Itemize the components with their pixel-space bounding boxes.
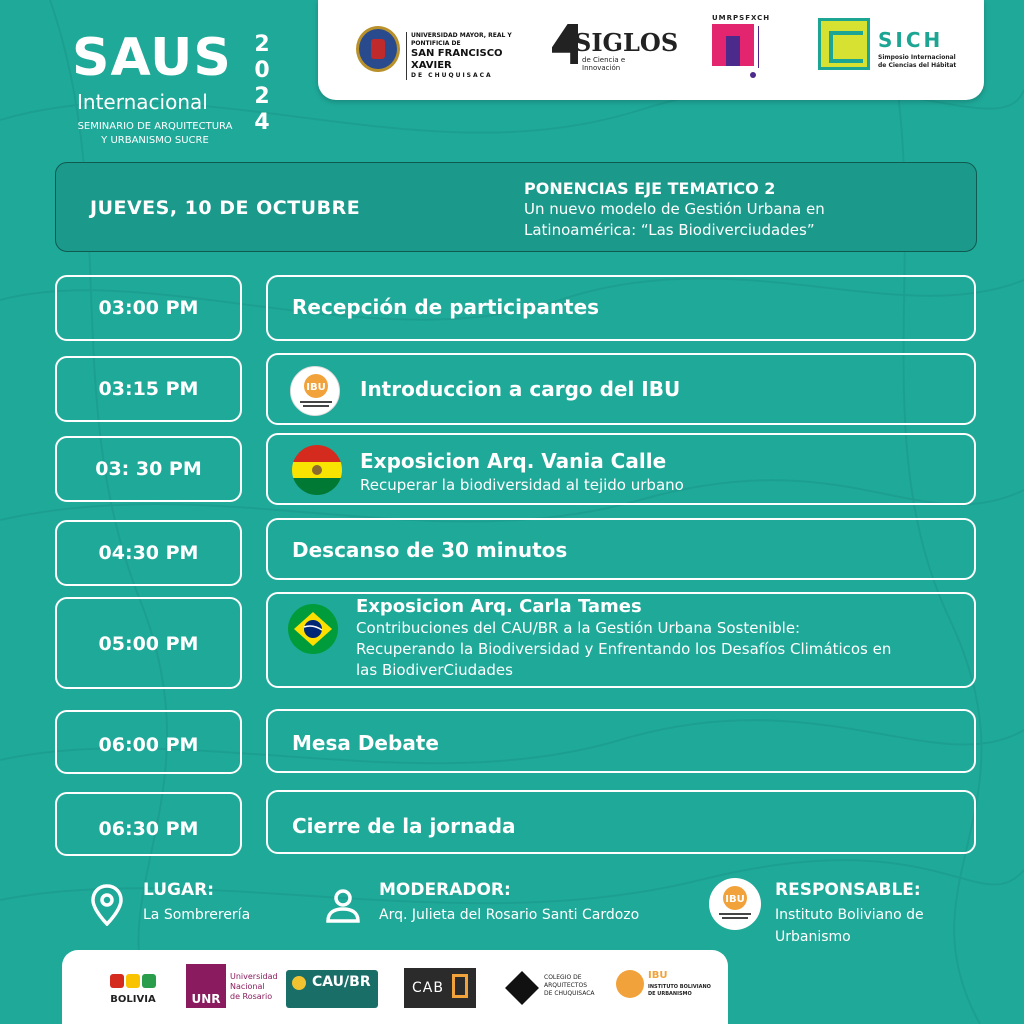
event-title: Descanso de 30 minutos — [292, 538, 568, 562]
ibu-bottom-abbr: IBU — [648, 970, 668, 981]
top-sponsor-bar — [318, 0, 984, 100]
moderador-info — [379, 880, 639, 926]
time-slot — [55, 275, 242, 341]
gov-mark-icon — [126, 974, 140, 988]
year-digit: 0 — [254, 58, 270, 83]
sich-logo — [818, 18, 958, 74]
umrpsfxch-text: UMRPSFXCH — [712, 14, 771, 22]
time-label: 04:30 PM — [98, 542, 199, 564]
colegio-text — [544, 974, 595, 998]
ibu-logo-icon — [709, 878, 761, 930]
university-seal-icon — [356, 26, 400, 72]
caubr-logo — [286, 970, 378, 1008]
sich-description — [878, 54, 968, 70]
event-title: Cierre de la jornada — [292, 814, 516, 838]
usfx-line2: SAN FRANCISCO XAVIER — [411, 48, 503, 71]
brand-description-line: Y URBANISMO SUCRE — [101, 135, 209, 146]
event-subtitle-line: Recuperando la Biodiversidad y Enfrentando los Desafíos Climáticos en — [356, 640, 892, 658]
moderador-value: Arq. Julieta del Rosario Santi Cardozo — [379, 907, 640, 923]
theme-line: Latinoamérica: “Las Biodiverciudades” — [524, 221, 815, 239]
time-label: 05:00 PM — [98, 633, 199, 655]
siglos-tagline: de Ciencia e Innovación — [582, 56, 626, 72]
lugar-info — [143, 880, 250, 926]
event-subtitle — [356, 618, 891, 681]
unr-name-line: Universidad — [230, 972, 278, 981]
usfx-logo — [356, 26, 536, 79]
event-subtitle-line: Contribuciones del CAU/BR a la Gestión Urbana Sostenible: — [356, 619, 801, 637]
colegio-line: COLEGIO DE — [544, 974, 582, 981]
colegio-line: ARQUITECTOS — [544, 982, 587, 989]
time-slot — [55, 792, 242, 856]
cab-logo — [404, 968, 476, 1008]
event-card — [266, 275, 976, 341]
bottom-sponsor-bar — [62, 950, 728, 1024]
bolivia-text: BOLIVIA — [110, 994, 156, 1005]
cuatro-siglos-logo — [552, 24, 679, 72]
caubr-mark-icon — [292, 976, 306, 990]
ibu-logo-icon — [290, 366, 340, 416]
ibu-bottom-logo — [616, 970, 716, 1006]
bolivia-gov-logo — [108, 974, 158, 1008]
time-slot — [55, 436, 242, 502]
year-digit: 4 — [254, 110, 270, 135]
time-slot — [55, 356, 242, 422]
person-icon — [324, 888, 362, 924]
day-banner — [55, 162, 977, 252]
moderador-label: MODERADOR: — [379, 880, 511, 900]
time-label: 03:00 PM — [98, 297, 199, 319]
faculty-mark-icon — [712, 24, 754, 66]
brand-year — [250, 32, 274, 136]
event-subtitle: Recuperar la biodiversidad al tejido urbano — [360, 476, 684, 494]
event-card — [266, 790, 976, 854]
event-card — [266, 592, 976, 688]
year-digit: 2 — [254, 32, 270, 57]
caubr-text: CAU/BR — [312, 974, 371, 990]
usfx-line1: UNIVERSIDAD MAYOR, REAL Y PONTIFICIA DE — [411, 32, 512, 47]
unr-abbr: UNR — [186, 964, 226, 1008]
event-card — [266, 433, 976, 505]
brand-description-line: SEMINARIO DE ARQUITECTURA — [77, 121, 233, 132]
unr-logo — [186, 964, 286, 1008]
cab-mark-icon — [452, 974, 468, 998]
cab-text: CAB — [412, 980, 444, 996]
time-slot — [55, 597, 242, 689]
brazil-flag-icon — [288, 604, 338, 654]
responsable-value — [775, 904, 924, 948]
colegio-mark-icon — [505, 971, 539, 1005]
brand-subtitle: Internacional — [77, 90, 208, 114]
time-label: 06:00 PM — [98, 734, 199, 756]
time-slot — [55, 710, 242, 774]
sich-name: SICH — [878, 28, 944, 52]
bolivia-flag-icon — [292, 445, 342, 495]
event-title: Exposicion Arq. Vania Calle — [360, 449, 667, 473]
sich-line: Simposio Internacional — [878, 54, 956, 61]
time-label: 06:30 PM — [98, 818, 199, 840]
ibu-abbr: IBU — [725, 894, 745, 905]
usfx-line3: DE CHUQUISACA — [411, 72, 493, 79]
siglos-word: SIGLOS — [574, 28, 679, 57]
unr-name-line: de Rosario — [230, 992, 273, 1001]
time-label: 03:15 PM — [98, 378, 199, 400]
umrpsfxch-logo — [712, 14, 776, 84]
faculty-dot — [750, 72, 756, 78]
event-title: Mesa Debate — [292, 731, 439, 755]
gov-mark-icon — [110, 974, 124, 988]
event-card — [266, 709, 976, 773]
location-pin-icon — [90, 884, 124, 926]
theme-title: PONENCIAS EJE TEMATICO 2 — [524, 179, 776, 198]
time-label: 03: 30 PM — [95, 458, 202, 480]
time-slot — [55, 520, 242, 586]
colegio-arquitectos-logo — [510, 972, 620, 1006]
brand-title: SAUS — [72, 28, 232, 88]
faculty-divider — [758, 26, 766, 68]
event-subtitle-line: las BiodiverCiudades — [356, 661, 513, 679]
event-card — [266, 518, 976, 580]
event-title: Exposicion Arq. Carla Tames — [356, 596, 642, 617]
colegio-line: DE CHUQUISACA — [544, 990, 595, 997]
sich-line: de Ciencias del Hábitat — [878, 62, 957, 69]
brand-description — [60, 120, 250, 148]
ibu-abbr: IBU — [306, 382, 326, 393]
lugar-label: LUGAR: — [143, 880, 215, 900]
ibu-bottom-name: INSTITUTO BOLIVIANO DE URBANISMO — [648, 984, 711, 997]
sich-mark-icon — [818, 18, 870, 70]
event-title: Recepción de participantes — [292, 295, 600, 319]
gov-mark-icon — [142, 974, 156, 988]
unr-name-line: Nacional — [230, 982, 265, 991]
responsable-line: Instituto Boliviano de — [775, 907, 924, 923]
day-theme — [524, 179, 944, 241]
responsable-label: RESPONSABLE: — [775, 880, 921, 900]
year-digit: 2 — [254, 84, 270, 109]
day-date: JUEVES, 10 DE OCTUBRE — [90, 197, 361, 219]
event-title: Introduccion a cargo del IBU — [360, 377, 681, 401]
event-card — [266, 353, 976, 425]
responsable-info — [775, 880, 924, 948]
lugar-value: La Sombrerería — [143, 907, 251, 923]
unr-name — [230, 972, 278, 1002]
ibu-mark-icon — [616, 970, 644, 998]
theme-line: Un nuevo modelo de Gestión Urbana en — [524, 200, 825, 218]
responsable-line: Urbanismo — [775, 929, 851, 945]
